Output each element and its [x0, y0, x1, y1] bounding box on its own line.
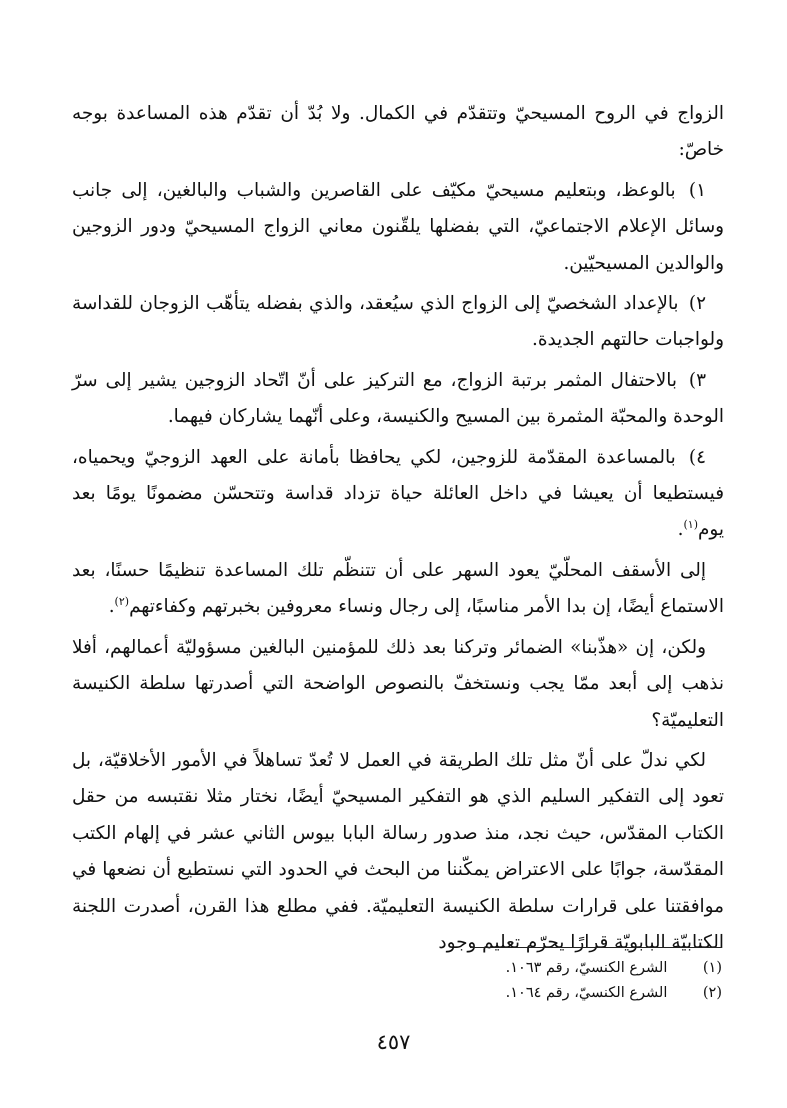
sentence-end: . [677, 519, 684, 541]
page-number: ٤٥٧ [376, 1030, 411, 1054]
list-item [72, 440, 724, 549]
item-number: ٤) [688, 446, 706, 468]
item-text: بالمساعدة المقدّمة للزوجين، لكي يحافظا بأمانة على العهد الزوجيّ ويحمياه، فيستطيعا أن يعيشا في داخل العائلة حياة تزداد قداسة وتتحسّن مضمونًا يومًا بعد يوم [72, 446, 724, 541]
footnote-item [260, 981, 722, 1006]
footnote-separator [470, 947, 722, 948]
list-item [72, 286, 724, 359]
footnote-text: الشرع الكنسيّ، رقم ١٠٦٤. [505, 985, 668, 1001]
footnotes [260, 956, 722, 1006]
footnote-text: الشرع الكنسيّ، رقم ١٠٦٣. [505, 960, 668, 976]
footnote-item [260, 956, 722, 981]
example-paragraph: لكي ندلّ على أنّ مثل تلك الطريقة في العمل لا تُعدّ تساهلاً في الأمور الأخلاقيّة، بل تعود إلى التفكير السليم الذي هو التفكير المسيحيّ أيضًا، نختار مثلا نقتبسه من حقل الكتاب المقدّس، حيث نجد، منذ صدور رسالة البابا بيوس الثاني عشر في إلهام الكتب المقدّسة، جوابًا على الاعتراض يمكّننا من البحث في الحدود التي نستطيع أن نضعها في موافقتنا على قرارات سلطة الكنيسة التعليميّة. ففي مطلع هذا القرن، أصدرت اللجنة الكتابيّة البابويّة قرارًا يحرّم تعليم وجود [72, 749, 724, 953]
question-paragraph: ولكن، إن «هذّبنا» الضمائر وتركنا بعد ذلك للمؤمنين البالغين مسؤوليّة أعمالهم، أفلا نذهب إلى أبعد ممّا يجب ونستخفّ بالنصوص الواضحة التي أصدرتها سلطة الكنيسة التعليميّة؟ [72, 636, 724, 731]
body-text [72, 96, 724, 965]
list-item [72, 363, 724, 436]
bishop-paragraph [72, 553, 724, 626]
item-text: بالاحتفال المثمر برتبة الزواج، مع التركيز على أنّ اتّحاد الزوجين يشير إلى سرّ الوحدة والمحبّة المثمرة بين المسيح والكنيسة، وعلى أنّهما يشاركان فيهما. [72, 369, 724, 428]
footnote-number: (٢) [702, 985, 722, 1001]
footnote-number: (١) [702, 960, 722, 976]
item-number: ٢) [688, 293, 706, 315]
item-text: بالإعداد الشخصيّ إلى الزواج الذي سيُعقد، والذي بفضله يتأهّب الزوجان للقداسة ولواجبات حالتهم الجديدة. [72, 293, 724, 351]
sentence-end: . [108, 596, 115, 618]
footnote-ref: (١) [683, 518, 698, 532]
paragraph-text: إلى الأسقف المحلّيّ يعود السهر على أن تتنظّم تلك المساعدة تنظيمًا حسنًا، بعد الاستماع أيضًا، إن بدا الأمر مناسبًا، إلى رجال ونساء معروفين بخبرتهم وكفاءتهم [72, 559, 724, 618]
item-number: ٣) [688, 369, 706, 391]
intro-paragraph: الزواج في الروح المسيحيّ وتتقدّم في الكمال. ولا بُدّ أن تقدّم هذه المساعدة بوجه خاصّ: [72, 103, 724, 161]
item-number: ١) [688, 179, 706, 201]
footnote-ref: (٢) [114, 595, 130, 609]
item-text: بالوعظ، وبتعليم مسيحيّ مكيّف على القاصرين والشباب والبالغين، إلى جانب وسائل الإعلام الاجتماعيّ، التي بفضلها يلقّنون معاني الزواج المسيحيّ ودور الزوجين والوالدين المسيحيّين. [72, 179, 724, 274]
list-item [72, 173, 724, 282]
